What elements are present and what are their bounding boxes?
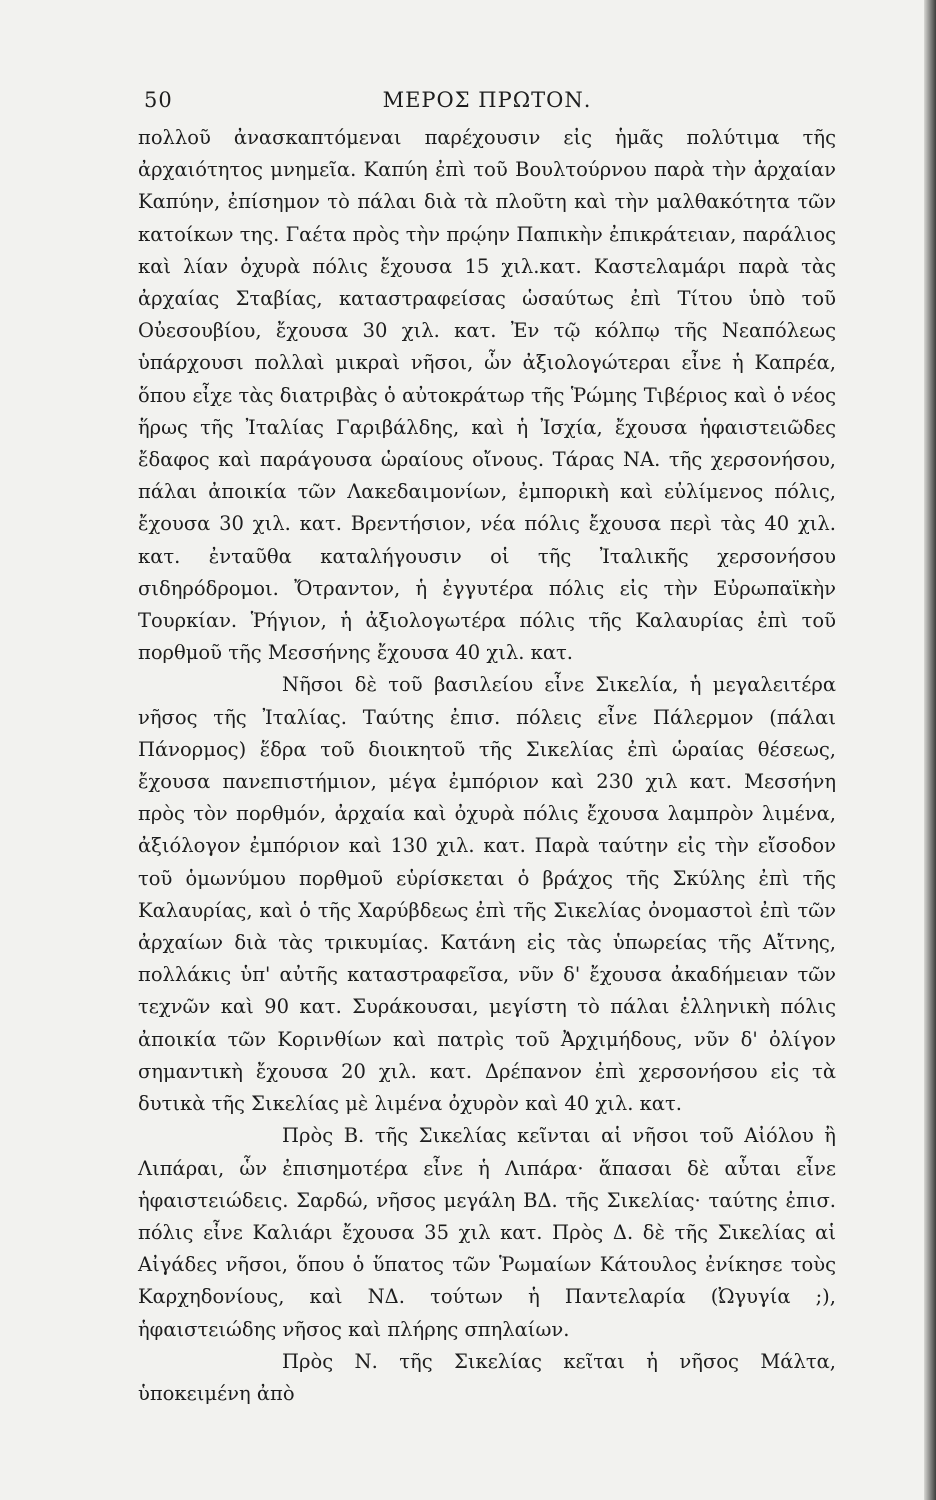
paragraph-islands: Πρὸς Β. τῆς Σικελίας κεῖνται αἱ νῆσοι τοῦ Αἰόλου ἢ Λιπάραι, ὧν ἐπισημοτέρα εἶνε ἡ Λιπάρα· ἅπασαι δὲ αὗται εἶνε ἡφαιστειώδεις. Σαρδώ, νῆσος μεγάλη ΒΔ. τῆς Σικελίας· ταύτης ἐπισ. πόλις εἶνε Καλιάρι ἔχουσα 35 χιλ κατ. Πρὸς Δ. δὲ τῆς Σικελίας αἱ Αἰγάδες νῆσοι, ὅπου ὁ ὕπατος τῶν Ῥωμαίων Κάτουλος ἐνίκησε τοὺς Καρχηδονίους, καὶ ΝΔ. τούτων ἡ Παντελαρία (Ὠγυγία ;), ἡφαιστειώδης νῆσος καὶ πλήρης σπηλαίων. xyxy=(138,1124,836,1341)
page-edge-shadow xyxy=(924,0,936,1500)
book-page xyxy=(138,78,836,1410)
paragraph-malta: Πρὸς Ν. τῆς Σικελίας κεῖται ἡ νῆσος Μάλτα, ὑποκειμένη ἀπὸ xyxy=(138,1349,836,1405)
paragraph-sicily: Νῆσοι δὲ τοῦ βασιλείου εἶνε Σικελία, ἡ μεγαλειτέρα νῆσος τῆς Ἰταλίας. Ταύτης ἐπισ. πόλεις εἶνε Πάλερμον (πάλαι Πάνορμος) ἕδρα τοῦ διοικητοῦ τῆς Σικελίας ἐπὶ ὡραίας θέσεως, ἔχουσα πανεπιστήμιον, μέγα ἐμπόριον καὶ 230 χιλ κατ. Μεσσήνη πρὸς τὸν πορθμόν, ἀρχαία καὶ ὀχυρὰ πόλις ἔχουσα λαμπρὸν λιμένα, ἀξιόλογον ἐμπόριον καὶ 130 χιλ. κατ. Παρὰ ταύτην εἰς τὴν εἴσοδον τοῦ ὁμωνύμου πορθμοῦ εὑρίσκεται ὁ βράχος τῆς Σκύλης ἐπὶ τῆς Καλαυρίας, καὶ ὁ τῆς Χαρύβδεως ἐπὶ τῆς Σικελίας ὀνομαστοὶ ἐπὶ τῶν ἀρχαίων διὰ τὰς τρικυμίας. Κατάνη εἰς τὰς ὑπωρείας τῆς Αἴτνης, πολλάκις ὑπ' αὐτῆς καταστραφεῖσα, νῦν δ' ἔχουσα ἀκαδήμειαν τῶν τεχνῶν καὶ 90 κατ. Συράκουσαι, μεγίστη τὸ πάλαι ἑλληνικὴ πόλις ἀποικία τῶν Κορινθίων καὶ πατρὶς τοῦ Ἀρχιμήδους, νῦν δ' ὀλίγον σημαντικὴ ἔχουσα 20 χιλ. κατ. Δρέπανον ἐπὶ χερσονήσου εἰς τὰ δυτικὰ τῆς Σικελίας μὲ λιμένα ὀχυρὸν καὶ 40 χιλ. κατ. xyxy=(138,673,836,1116)
page-header xyxy=(138,78,836,122)
running-title: ΜΕΡΟΣ ΠΡΩΤΟΝ. xyxy=(382,88,592,112)
page-body xyxy=(138,122,836,1410)
page-number: 50 xyxy=(144,88,173,112)
paragraph-italy-cities: πολλοῦ ἀνασκαπτόμεναι παρέχουσιν εἰς ἡμᾶς πολύτιμα τῆς ἀρχαιότητος μνημεῖα. Καπύη ἐπὶ τοῦ Βουλτούρνου παρὰ τὴν ἀρχαίαν Καπύην, ἐπίσημον τὸ πάλαι διὰ τὰ πλοῦτη καὶ τὴν μαλθακότητα τῶν κατοίκων της. Γαέτα πρὸς τὴν πρῴην Παπικὴν ἐπικράτειαν, παράλιος καὶ λίαν ὀχυρὰ πόλις ἔχουσα 15 χιλ.κατ. Καστελαμάρι παρὰ τὰς ἀρχαίας Σταβίας, καταστραφείσας ὡσαύτως ἐπὶ Τίτου ὑπὸ τοῦ Οὐεσουβίου, ἔχουσα 30 χιλ. κατ. Ἐν τῷ κόλπῳ τῆς Νεαπόλεως ὑπάρχουσι πολλαὶ μικραὶ νῆσοι, ὧν ἀξιολογώτεραι εἶνε ἡ Καπρέα, ὅπου εἶχε τὰς διατριβὰς ὁ αὐτοκράτωρ τῆς Ῥώμης Τιβέριος καὶ ὁ νέος ἥρως τῆς Ἰταλίας Γαριβάλδης, καὶ ἡ Ἰσχία, ἔχουσα ἡφαιστειῶδες ἔδαφος καὶ παράγουσα ὡραίους οἴνους. Τάρας ΝΑ. τῆς χερσονήσου, πάλαι ἀποικία τῶν Λακεδαιμονίων, ἐμπορικὴ καὶ εὐλίμενος πόλις, ἔχουσα 30 χιλ. κατ. Βρεντήσιον, νέα πόλις ἔχουσα περὶ τὰς 40 χιλ. κατ. ἐνταῦθα καταλήγουσιν οἱ τῆς Ἰταλικῆς χερσονήσου σιδηρόδρομοι. Ὄτραντον, ἡ ἐγγυτέρα πόλις εἰς τὴν Εὐρωπαϊκὴν Τουρκίαν. Ῥήγιον, ἡ ἀξιολογωτέρα πόλις τῆς Καλαυρίας ἐπὶ τοῦ πορθμοῦ τῆς Μεσσήνης ἔχουσα 40 χιλ. κατ. xyxy=(138,126,836,665)
